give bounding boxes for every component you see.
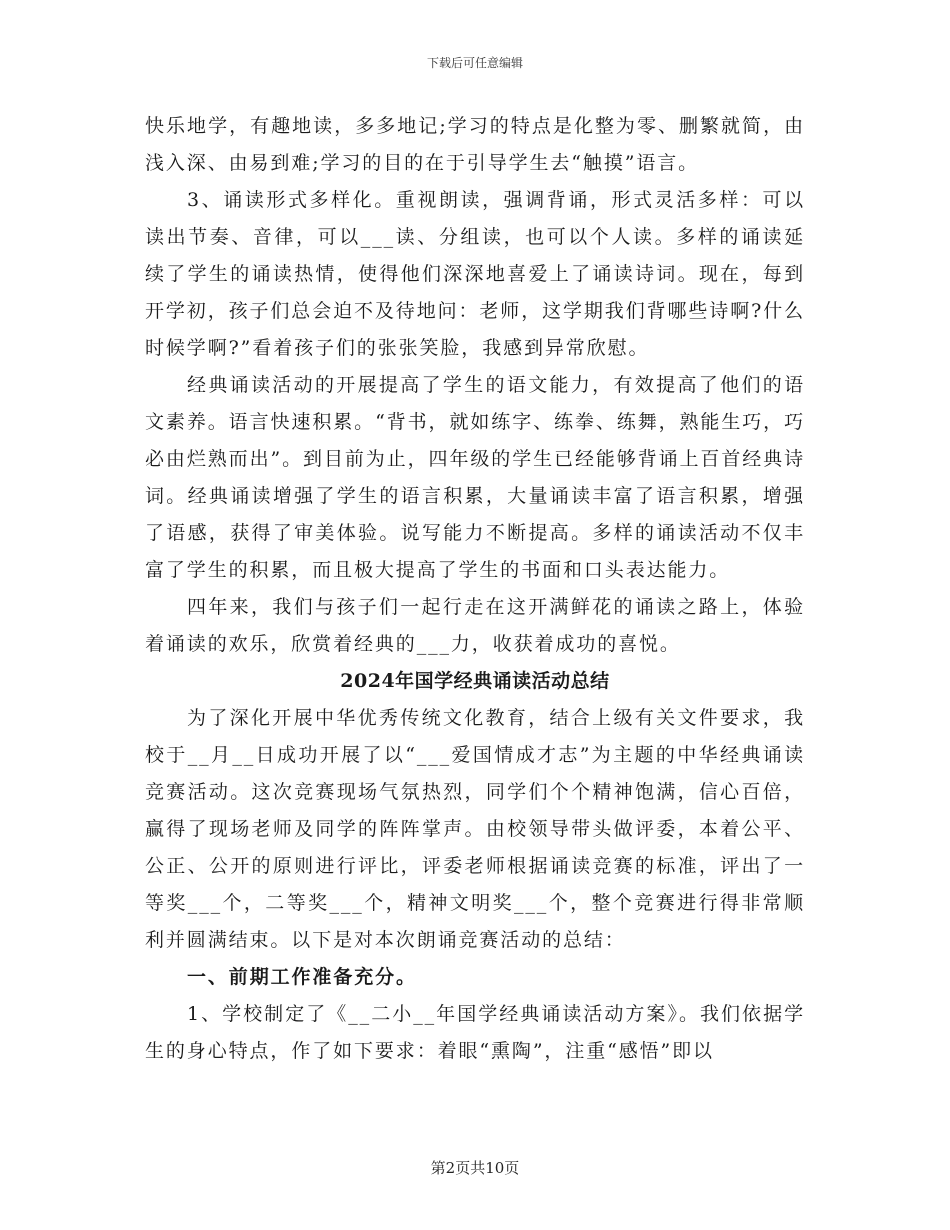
section-title: 2024年国学经典诵读活动总结 [340,670,610,692]
paragraph-2: 3、诵读形式多样化。重视朗读，强调背诵，形式灵活多样：可以读出节奏、音律，可以___读、分组读，也可以个人读。多样的诵读延续了学生的诵读热情，使得他们深深地喜爱上了诵读诗词。现在，每到开学初，孩子们总会迫不及待地问：老师，这学期我们背哪些诗啊?什么时候学啊?”看着孩子们的张张笑脸，我感到异常欣慰。 [145,189,805,359]
paragraph-1: 快乐地学，有趣地读，多多地记;学习的特点是化整为零、删繁就简，由浅入深、由易到难;学习的目的在于引导学生去“触摸”语言。 [145,115,805,174]
paragraph-6: 1、学校制定了《__二小__年国学经典诵读活动方案》。我们依据学生的身心特点，作了如下要求：着眼“熏陶”，注重“感悟”即以 [145,1003,805,1062]
section-subheading: 一、前期工作准备充分。 [187,966,417,988]
page-header: 下载后可任意编辑 [426,56,523,70]
paragraph-3: 经典诵读活动的开展提高了学生的语文能力，有效提高了他们的语文素养。语言快速积累。“背书，就如练字、练拳、练舞，熟能生巧，巧必由烂熟而出”。到目前为止，四年级的学生已经能够背诵上百首经典诗词。经典诵读增强了学生的语言积累，大量诵读丰富了语言积累，增强了语感，获得了审美体验。说写能力不断提高。多样的诵读活动不仅丰富了学生的积累，而且极大提高了学生的书面和口头表达能力。 [145,374,805,581]
paragraph-4: 四年来，我们与孩子们一起行走在这开满鲜花的诵读之路上，体验着诵读的欢乐，欣赏着经典的___力，收获着成功的喜悦。 [145,596,805,655]
page-footer: 第2页共10页 [430,1159,520,1177]
document-body [145,108,805,1070]
paragraph-5: 为了深化开展中华优秀传统文化教育，结合上级有关文件要求，我校于__月__日成功开展了以“___爱国情成才志”为主题的中华经典诵读竞赛活动。这次竞赛现场气氛热烈，同学们个个精神饱满，信心百倍，赢得了现场老师及同学的阵阵掌声。由校领导带头做评委，本着公平、公正、公开的原则进行评比，评委老师根据诵读竞赛的标准，评出了一等奖___个，二等奖___个，精神文明奖___个，整个竞赛进行得非常顺利并圆满结束。以下是对本次朗诵竞赛活动的总结： [145,707,805,951]
